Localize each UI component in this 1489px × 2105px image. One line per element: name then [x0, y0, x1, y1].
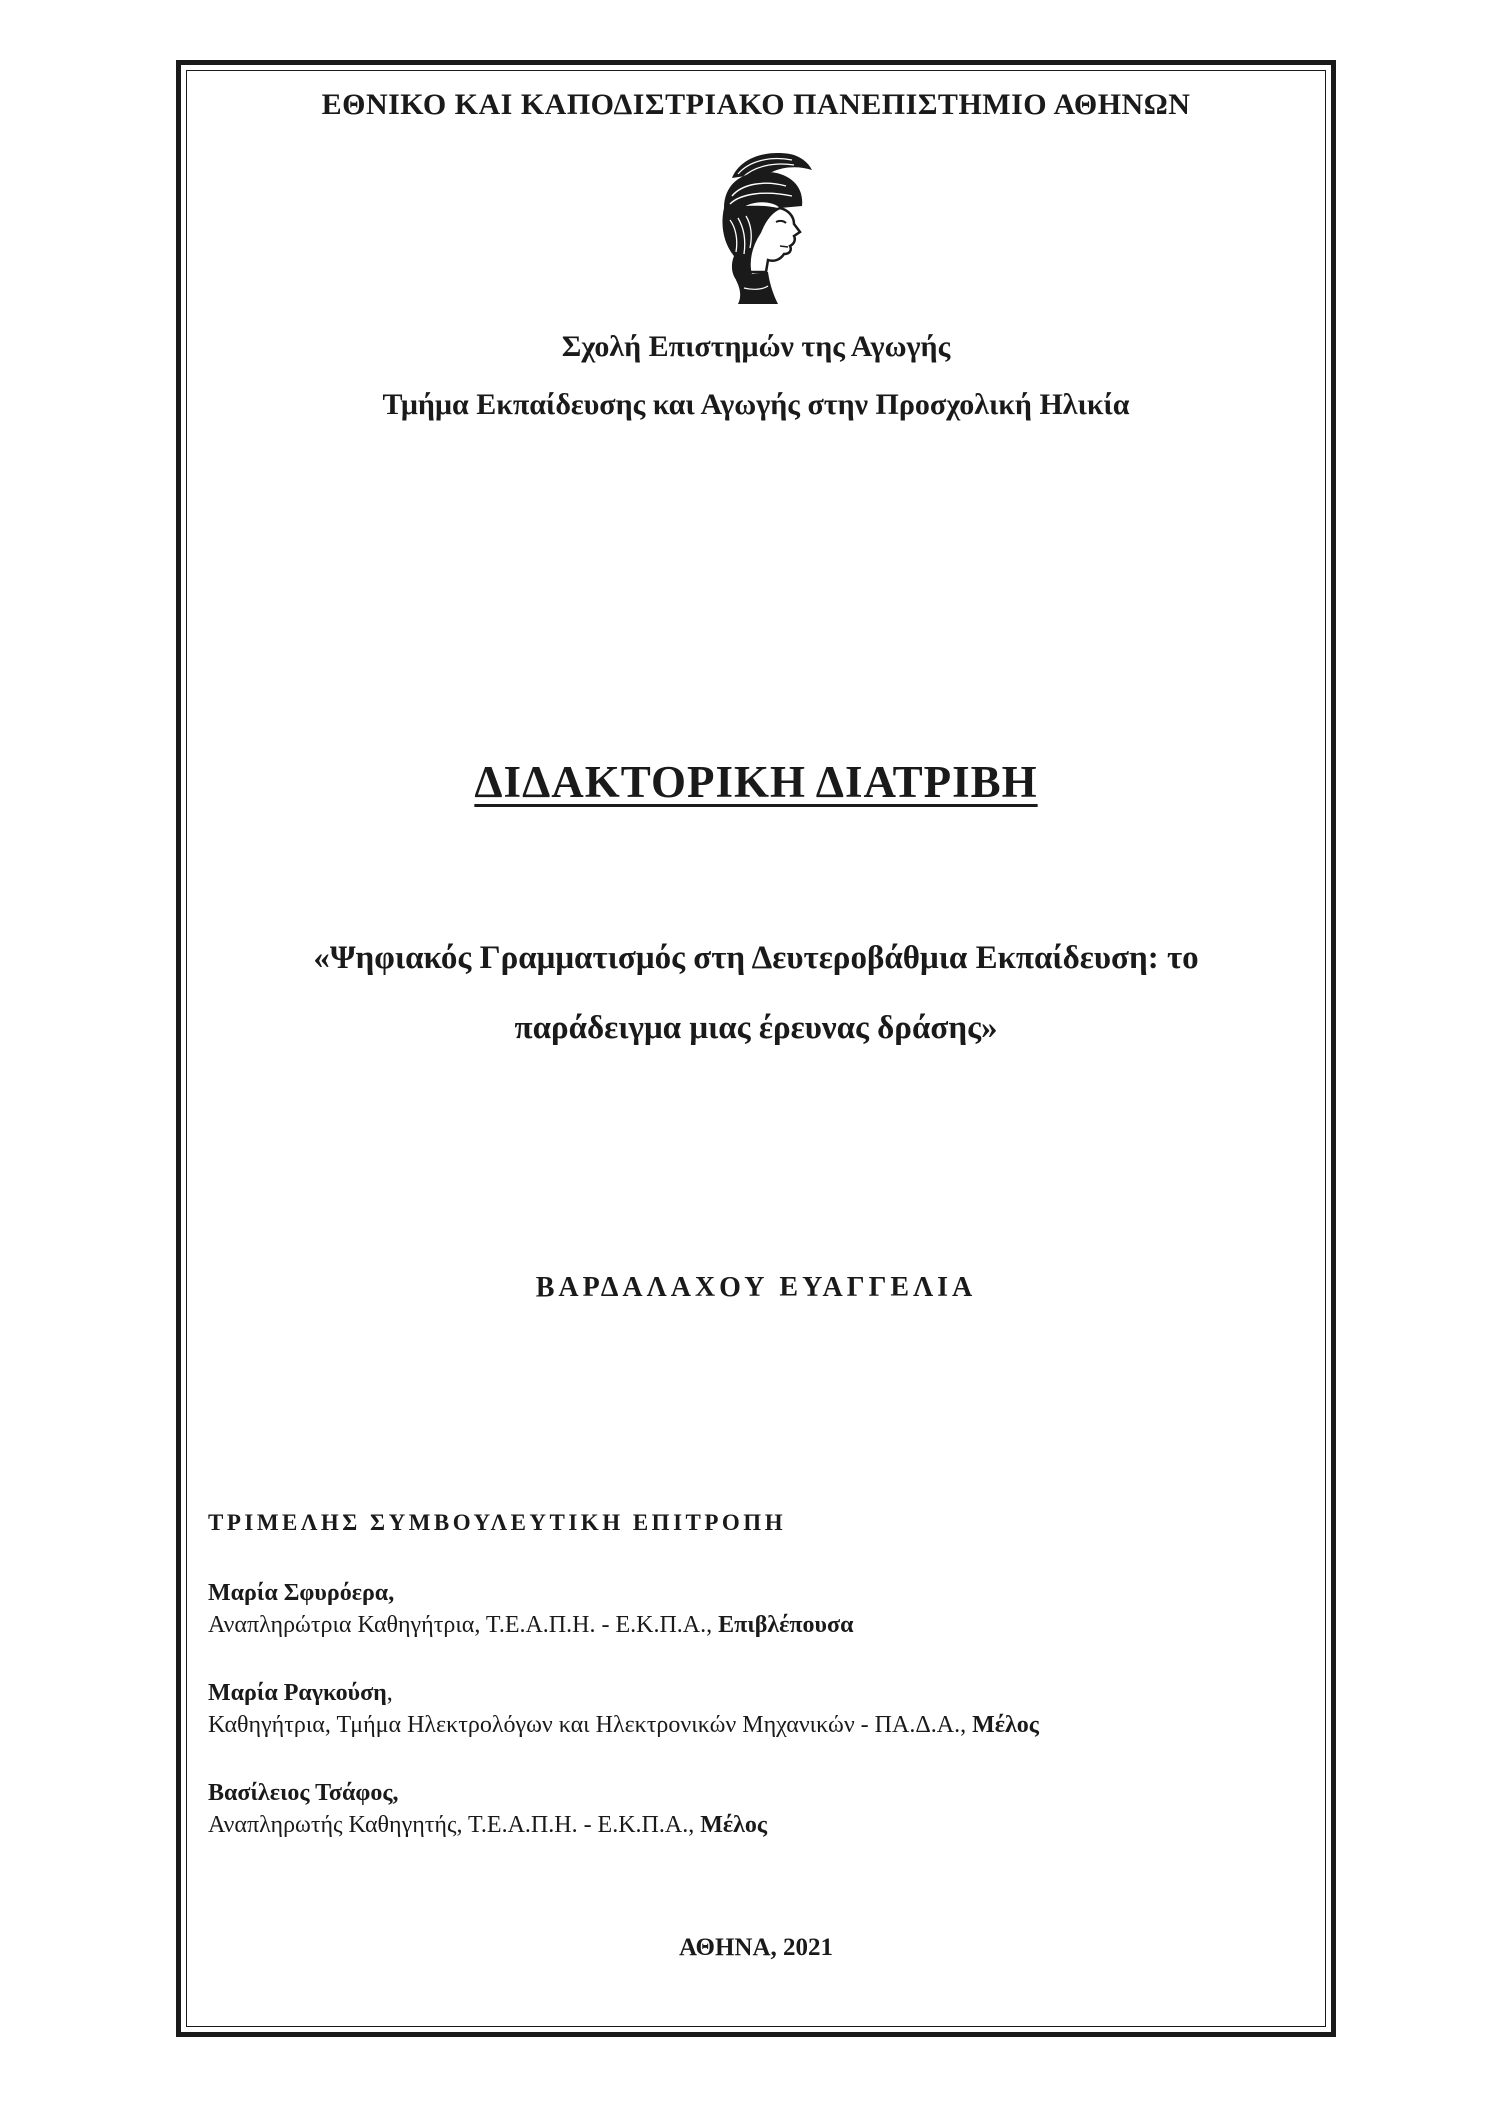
member-role: Μέλος	[700, 1812, 768, 1838]
committee-member-name	[208, 1680, 1308, 1707]
member-role: Μέλος	[972, 1712, 1039, 1738]
member-name-text: Μαρία Ραγκούση	[208, 1680, 387, 1706]
affiliation-text: Καθηγήτρια, Τμήμα Ηλεκτρολόγων και Ηλεκτρονικών Μηχανικών - ΠΑ.Δ.Α.,	[208, 1712, 973, 1738]
document-type	[186, 756, 1326, 808]
thesis-title-line-1: «Ψηφιακός Γραμματισμός στη Δευτεροβάθμια Εκπαίδευση: το	[313, 940, 1199, 976]
document-type-text: ΔΙΔΑΚΤΟΡΙΚΗ ΔΙΑΤΡΙΒΗ	[474, 757, 1038, 807]
committee-member-affiliation	[208, 1812, 1308, 1839]
affiliation-text: Αναπληρωτής Καθηγητής, Τ.Ε.Α.Π.Η. - Ε.Κ.Π.Α.,	[208, 1812, 701, 1838]
athena-head-emblem-icon	[680, 148, 830, 308]
author-name: ΒΑΡΔΑΛΑΧΟΥ ΕΥΑΓΓΕΛΙΑ	[535, 1272, 977, 1303]
department-name: Τμήμα Εκπαίδευσης και Αγωγής στην Προσχολική Ηλικία	[382, 388, 1130, 421]
committee-member-affiliation	[208, 1612, 1308, 1639]
thesis-title-line-2: παράδειγμα μιας έρευνας δράσης»	[514, 1010, 998, 1046]
committee-heading: ΤΡΙΜΕΛΗΣ ΣΥΜΒΟΥΛΕΥΤΙΚΗ ΕΠΙΤΡΟΠΗ	[208, 1510, 787, 1535]
member-name-suffix: ,	[386, 1680, 393, 1706]
university-name: ΕΘΝΙΚΟ ΚΑΙ ΚΑΠΟΔΙΣΤΡΙΑΚΟ ΠΑΝΕΠΙΣΤΗΜΙΟ ΑΘΗΝΩΝ	[321, 88, 1191, 121]
member-role: Επιβλέπουσα	[718, 1612, 854, 1638]
place-and-year: ΑΘΗΝΑ, 2021	[678, 1934, 834, 1961]
affiliation-text: Αναπληρώτρια Καθηγήτρια, Τ.Ε.Α.Π.Η. - Ε.Κ.Π.Α.,	[208, 1612, 719, 1638]
committee-member-affiliation	[208, 1712, 1308, 1739]
committee-member-name: Μαρία Σφυρόερα,	[208, 1580, 395, 1606]
committee-member-name: Βασίλειος Τσάφος,	[208, 1780, 399, 1806]
school-name: Σχολή Επιστημών της Αγωγής	[561, 330, 951, 363]
